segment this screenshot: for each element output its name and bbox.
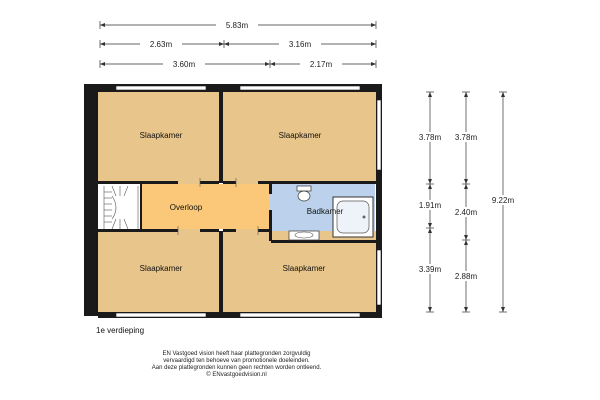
bathtub [333, 197, 373, 237]
toilet [297, 186, 311, 201]
room-label-bathroom: Badkamer [306, 207, 344, 216]
room-label-landing: Overloop [169, 203, 203, 212]
dim-right-total: 9.22m [491, 196, 515, 205]
dim-top-right: 3.16m [288, 40, 312, 49]
dim-right-b-bottom: 2.88m [454, 272, 478, 281]
room-label-top-right: Slaapkamer [278, 131, 322, 140]
dim-right-a-bottom: 3.39m [418, 265, 442, 274]
disclaimer-line: vervaardigd ten behoeve van promotionele doeleinden. [163, 358, 310, 364]
disclaimer-line: EN Vastgoed vision heeft haar plattegronden zorgvuldig [162, 351, 311, 357]
room-label-top-left: Slaapkamer [139, 131, 183, 140]
dim-right-a-mid: 1.91m [418, 201, 442, 210]
dim-top-left: 2.63m [149, 40, 173, 49]
dim-top-total: 5.83m [225, 21, 249, 30]
dim-right-b-top: 3.78m [454, 133, 478, 142]
bathroom-door-opening [269, 194, 272, 210]
disclaimer-line: Aan deze plattegronden kunnen geen rechten worden ontleend. [151, 365, 322, 371]
landing-floor [142, 184, 270, 229]
dim-mid-right: 2.17m [309, 60, 333, 69]
room-label-bottom-right: Slaapkamer [282, 264, 326, 273]
floor-label: 1e verdieping [96, 326, 145, 335]
dim-right-b-mid: 2.40m [454, 208, 478, 217]
sink [289, 231, 319, 240]
dim-right-a-top: 3.78m [418, 133, 442, 142]
room-label-bottom-left: Slaapkamer [139, 264, 183, 273]
disclaimer [0, 351, 473, 379]
disclaimer-line: © ENvastgoedvision.nl [206, 372, 267, 378]
dim-mid-left: 3.60m [172, 60, 196, 69]
